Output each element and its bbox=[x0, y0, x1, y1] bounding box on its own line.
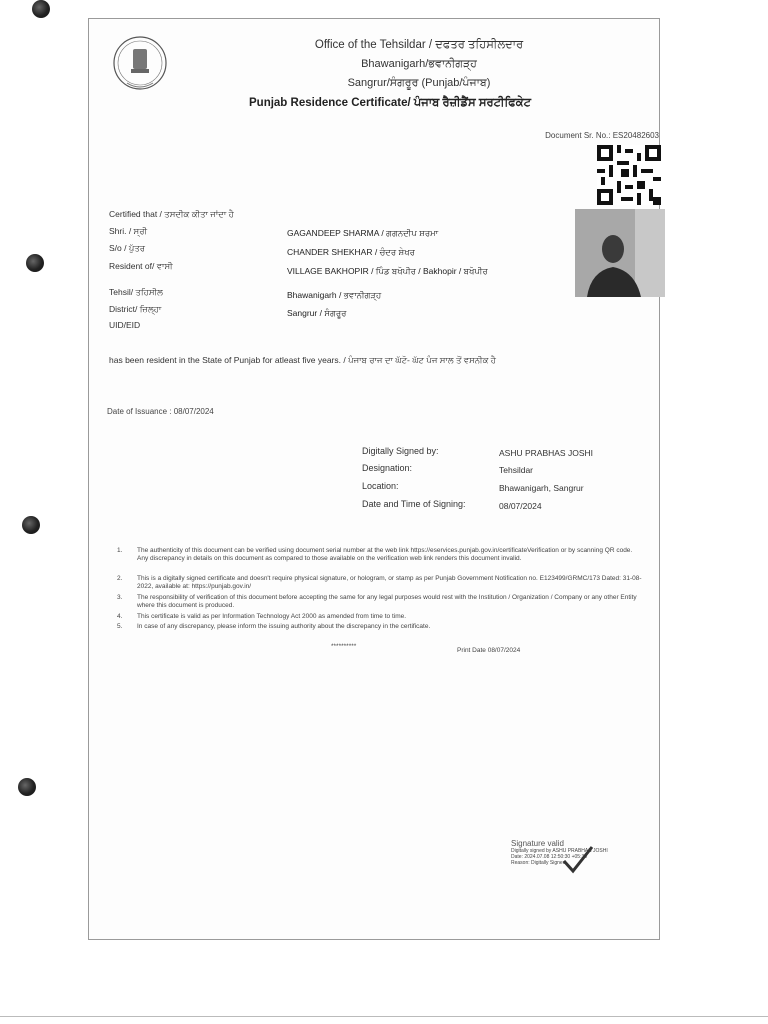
signature-detail-line: Reason: Digitally Signed bbox=[511, 860, 566, 866]
signature-detail-line: Date: 2024.07.08 12:50:30 +05:30 bbox=[511, 854, 588, 860]
note-number: 5. bbox=[117, 623, 123, 630]
designation-label: Designation: bbox=[362, 463, 413, 473]
signature-valid-title: Signature valid bbox=[511, 839, 564, 848]
page-edge-line bbox=[0, 1016, 768, 1017]
separator: ********** bbox=[331, 643, 357, 650]
state-emblem-icon bbox=[109, 33, 171, 97]
punch-hole bbox=[18, 778, 36, 796]
note-number: 4. bbox=[117, 613, 123, 620]
note-text: The responsibility of verification of this document before accepting the same for any legal purposes would rest with the Institution / Organization / Company or any other Entity where this document is produced. bbox=[137, 594, 637, 609]
field-label-uid: UID/EID bbox=[109, 320, 141, 330]
punch-hole bbox=[22, 516, 40, 534]
note-number: 3. bbox=[117, 594, 123, 601]
checkmark-icon bbox=[561, 845, 595, 875]
signing-date-label: Date and Time of Signing: bbox=[362, 499, 466, 509]
signature-detail-line: Digitally signed by ASHU PRABHAS JOSHI bbox=[511, 848, 608, 854]
note-text: In case of any discrepancy, please inform the issuing authority about the discrepancy in the certificate. bbox=[137, 623, 431, 630]
date-of-issuance: Date of Issuance : 08/07/2024 bbox=[107, 407, 214, 416]
location-line: Bhawanigarh/ਭਵਾਨੀਗੜ੍ਹ bbox=[361, 58, 477, 70]
applicant-photo bbox=[575, 209, 665, 297]
signature-valid-stamp bbox=[511, 839, 651, 866]
field-label-father: S/o / ਪੁੱਤਰ bbox=[109, 243, 146, 253]
field-value-father: CHANDER SHEKHAR / ਚੰਦਰ ਸ਼ੇਖਰ bbox=[287, 247, 415, 257]
certificate-title: Punjab Residence Certificate/ ਪੰਜਾਬ ਰੈਜ਼ੀਡੈਂਸ ਸਰਟੀਫਿਕੇਟ bbox=[249, 97, 531, 109]
punch-hole bbox=[26, 254, 44, 272]
location-label: Location: bbox=[362, 481, 399, 491]
qr-code[interactable] bbox=[597, 145, 661, 205]
field-label-tehsil: Tehsil/ ਤਹਿਸੀਲ bbox=[109, 287, 163, 297]
note-number: 1. bbox=[117, 547, 123, 554]
field-label-resident: Resident of/ ਵਾਸੀ bbox=[109, 261, 173, 271]
field-label-name: Shri. / ਸ੍ਰੀ bbox=[109, 226, 148, 236]
field-value-district: Sangrur / ਸੰਗਰੂਰ bbox=[287, 308, 347, 318]
note-text: This is a digitally signed certificate and doesn't require physical signature, or hologram, or stamp as per Punjab Government Notification no. E123499/GRMC/173 Dated: 31-08-2022, available at: https://punjab.gov.in/ bbox=[137, 575, 642, 590]
note-text: This certificate is valid as per Information Technology Act 2000 as amended from time to time. bbox=[137, 613, 407, 620]
field-label-district: District/ ਜ਼ਿਲ੍ਹਾ bbox=[109, 304, 162, 314]
office-line: Office of the Tehsildar / ਦਫਤਰ ਤਹਿਸੀਲਦਾਰ bbox=[314, 39, 524, 51]
document-number: Document Sr. No.: ES20482603 bbox=[545, 131, 659, 140]
field-value-resident: VILLAGE BAKHOPIR / ਪਿੰਡ ਬਖੋਪੀਰ / Bakhopir / ਬਖੋਪੀਰ bbox=[287, 266, 488, 276]
designation-value: Tehsildar bbox=[499, 465, 534, 475]
certificate-page bbox=[88, 18, 660, 940]
note-number: 2. bbox=[117, 575, 123, 582]
location-value: Bhawanigarh, Sangrur bbox=[499, 483, 584, 493]
signing-date-value: 08/07/2024 bbox=[499, 501, 542, 511]
field-value-tehsil: Bhawanigarh / ਭਵਾਨੀਗੜ੍ਹ bbox=[287, 290, 382, 300]
certified-that-label: Certified that / ਤਸਦੀਕ ਕੀਤਾ ਜਾਂਦਾ ਹੈ bbox=[109, 209, 234, 219]
district-line: Sangrur/ਸੰਗਰੂਰ (Punjab/ਪੰਜਾਬ) bbox=[347, 77, 491, 89]
signed-by-value: ASHU PRABHAS JOSHI bbox=[499, 448, 593, 458]
punch-hole bbox=[32, 0, 50, 18]
note-text: The authenticity of this document can be verified using document serial number at the web link https://eservices.punjab.gov.in/certificateVerification or by scanning QR code. Any discrepancy in details on this document as compared to those available on the verification web link renders this document invalid. bbox=[137, 547, 633, 562]
residence-statement: has been resident in the State of Punjab for atleast five years. / ਪੰਜਾਬ ਰਾਜ ਦਾ ਘੱਟੋ- ਘੱਟ ਪੰਜ ਸਾਲ ਤੋਂ ਵਸਨੀਕ ਹੈ bbox=[109, 355, 496, 365]
print-date: Print Date 08/07/2024 bbox=[457, 647, 521, 654]
signed-by-label: Digitally Signed by: bbox=[362, 446, 439, 456]
field-value-name: GAGANDEEP SHARMA / ਗਗਨਦੀਪ ਸ਼ਰਮਾ bbox=[287, 228, 439, 238]
